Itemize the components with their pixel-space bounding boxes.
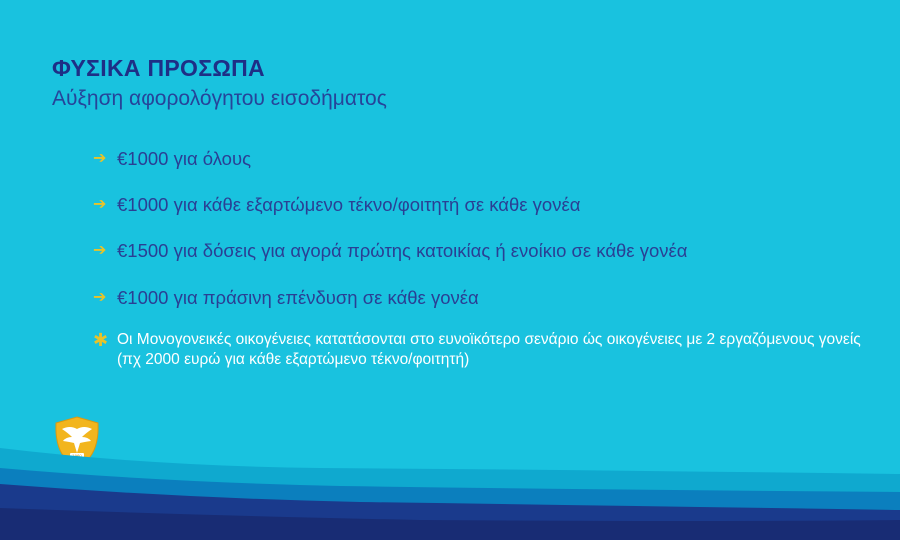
bullet-item: [93, 240, 873, 262]
bullet-item: [93, 194, 873, 216]
arrow-right-icon: ➔: [93, 289, 107, 306]
bullet-item: [93, 148, 873, 170]
wave-decoration: [0, 420, 900, 540]
arrow-right-icon: ➔: [93, 150, 107, 167]
arrow-right-icon: ➔: [93, 196, 107, 213]
bullet-text: €1000 για πράσινη επένδυση σε κάθε γονέα: [117, 287, 479, 308]
bullet-text: €1500 για δόσεις για αγορά πρώτης κατοικίας ή ενοίκιο σε κάθε γονέα: [117, 240, 688, 261]
arrow-right-icon: ➔: [93, 242, 107, 259]
bullet-text: €1000 για όλους: [117, 148, 252, 169]
bullet-item: [93, 287, 873, 309]
emblem-year: 1960: [72, 453, 82, 459]
asterisk-icon: ✱: [93, 330, 109, 350]
footnote-text: Οι Μονογονεικές οικογένειες κατατάσονται στο ευνοϊκότερο σενάριο ώς οικογένειες με 2 εργαζόμενους γονείς (πχ 2000 ευρώ για κάθε εξαρτώμενο τέκνο/φοιτητή): [117, 331, 861, 368]
bullet-text: €1000 για κάθε εξαρτώμενο τέκνο/φοιτητή σε κάθε γονέα: [117, 194, 581, 215]
slide-title: ΦΥΣΙΚΑ ΠΡΟΣΩΠΑ: [52, 55, 265, 81]
footnote: [93, 330, 873, 370]
slide-subtitle: Αύξηση αφορολόγητου εισοδήματος: [52, 87, 387, 110]
